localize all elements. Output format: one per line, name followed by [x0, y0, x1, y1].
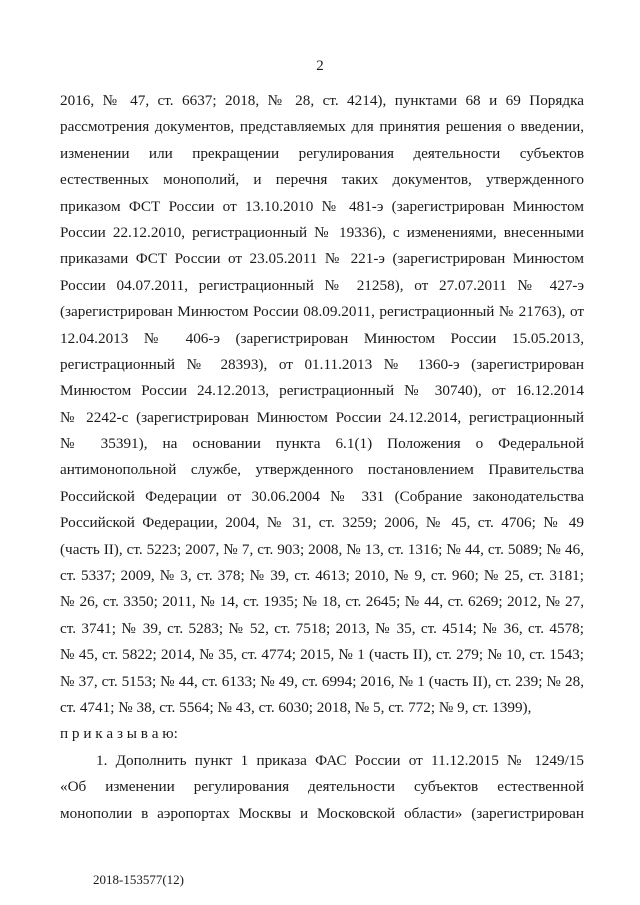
- text-line: естественных монополий, и перечня таких документов, утвержденного: [60, 171, 584, 189]
- text-line: рассмотрения документов, представляемых для принятия решения о введении,: [60, 118, 584, 136]
- text-line: монополии в аэропортах Москвы и Московской области» (зарегистрирован: [60, 804, 584, 822]
- text-line: приказом ФСТ России от 13.10.2010 № 481-э (зарегистрирован Минюстом: [60, 197, 584, 215]
- text-line: № 26, ст. 3350; 2011, № 14, ст. 1935; № 18, ст. 2645; № 44, ст. 6269; 2012, № 27,: [60, 593, 584, 611]
- page-number: 2: [316, 58, 324, 74]
- text-line: Российской Федерации, 2004, № 31, ст. 3259; 2006, № 45, ст. 4706; № 49: [60, 514, 584, 532]
- text-line: № 37, ст. 5153; № 44, ст. 6133; № 49, ст. 6994; 2016, № 1 (часть II), ст. 239; № 28,: [60, 672, 584, 690]
- text-line: № 45, ст. 5822; 2014, № 35, ст. 4774; 2015, № 1 (часть II), ст. 279; № 10, ст. 1543;: [60, 646, 584, 664]
- text-line: Минюстом России 24.12.2013, регистрационный № 30740), от 16.12.2014: [60, 382, 584, 400]
- text-line: России 04.07.2011, регистрационный № 21258), от 27.07.2011 № 427-э: [60, 276, 584, 294]
- text-line: ст. 3741; № 39, ст. 5283; № 52, ст. 7518; 2013, № 35, ст. 4514; № 36, ст. 4578;: [60, 619, 584, 637]
- text-line: № 35391), на основании пункта 6.1(1) Положения о Федеральной: [60, 435, 584, 453]
- text-line: (часть II), ст. 5223; 2007, № 7, ст. 903; 2008, № 13, ст. 1316; № 44, ст. 5089; № 46,: [60, 540, 584, 558]
- order-verb: п р и к а з ы в а ю:: [60, 725, 178, 743]
- text-line: изменении или прекращении регулирования деятельности субъектов: [60, 144, 584, 162]
- document-code: 2018-153577(12): [93, 872, 184, 887]
- text-line: «Об изменении регулирования деятельности субъектов естественной: [60, 778, 584, 796]
- text-line: (зарегистрирован Минюстом России 08.09.2011, регистрационный № 21763), от: [60, 303, 584, 321]
- text-line: № 2242-с (зарегистрирован Минюстом России 24.12.2014, регистрационный: [60, 408, 584, 426]
- text-line: Российской Федерации от 30.06.2004 № 331 (Собрание законодательства: [60, 487, 584, 505]
- text-line: России 22.12.2010, регистрационный № 19336), с изменениями, внесенными: [60, 223, 584, 241]
- text-line: 2016, № 47, ст. 6637; 2018, № 28, ст. 4214), пунктами 68 и 69 Порядка: [60, 92, 584, 109]
- text-line: антимонопольной службе, утвержденного постановлением Правительства: [60, 461, 584, 479]
- text-line: регистрационный № 28393), от 01.11.2013 № 1360-э (зарегистрирован: [60, 355, 584, 373]
- text-line: ст. 4741; № 38, ст. 5564; № 43, ст. 6030; 2018, № 5, ст. 772; № 9, ст. 1399),: [60, 698, 532, 716]
- document-body: [60, 88, 584, 827]
- text-line: 12.04.2013 № 406-э (зарегистрирован Минюстом России 15.05.2013,: [60, 329, 584, 347]
- text-line: приказами ФСТ России от 23.05.2011 № 221-э (зарегистрирован Минюстом: [60, 250, 584, 268]
- text-line: 1. Дополнить пункт 1 приказа ФАС России от 11.12.2015 № 1249/15: [96, 751, 584, 769]
- text-line: ст. 5337; 2009, № 3, ст. 378; № 39, ст. 4613; 2010, № 9, ст. 960; № 25, ст. 3181;: [60, 567, 584, 585]
